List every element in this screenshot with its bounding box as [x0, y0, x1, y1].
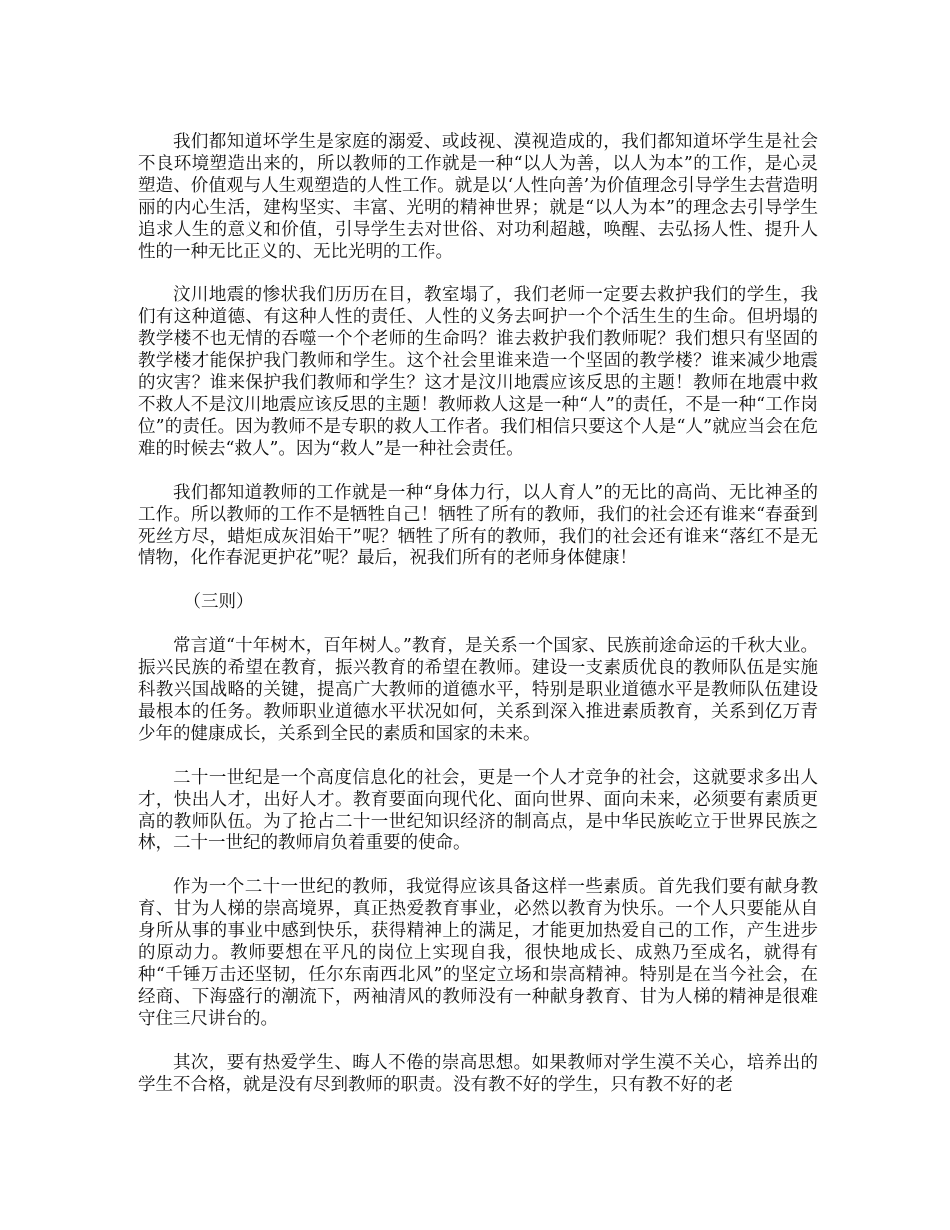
- paragraph: 汶川地震的惨状我们历历在目，教室塌了，我们老师一定要去救护我们的学生，我们有这种道德、有这种人性的责任、人性的义务去呵护一个个活生生的生命。但坍塌的教学楼不也无情的吞噬一个个老师的生命吗？谁去救护我们教师呢？我们想只有坚固的教学楼才能保护我门教师和学生。这个社会里谁来造一个坚固的教学楼？谁来减少地震的灾害？谁来保护我们教师和学生？这才是汶川地震应该反思的主题！教师在地震中救不救人不是汶川地震应该反思的主题！教师救人这是一种“人”的责任，不是一种“工作岗位”的责任。因为教师不是专职的救人工作者。我们相信只要这个人是“人”就应当会在危难的时候去“救人”。因为“救人”是一种社会责任。: [138, 285, 818, 459]
- paragraph: 二十一世纪是一个高度信息化的社会，更是一个人才竞争的社会，这就要求多出人才，快出人才，出好人才。教育要面向现代化、面向世界、面向未来，必须要有素质更高的教师队伍。为了抢占二十一世纪知识经济的制高点，是中华民族屹立于世界民族之林，二十一世纪的教师肩负着重要的使命。: [138, 767, 818, 854]
- paragraph: 我们都知道坏学生是家庭的溺爱、或歧视、漠视造成的，我们都知道坏学生是社会不良环境塑造出来的，所以教师的工作就是一种“以人为善，以人为本”的工作，是心灵塑造、价值观与人生观塑造的人性工作。就是以‘人性向善’为价值理念引导学生去营造明丽的内心生活，建构坚实、丰富、光明的精神世界；就是“以人为本”的理念去引导学生追求人生的意义和价值，引导学生去对世俗、对功利超越，唤醒、去弘扬人性、提升人性的一种无比正义的、无比光明的工作。: [138, 132, 818, 262]
- paragraph: 我们都知道教师的工作就是一种“身体力行，以人育人”的无比的高尚、无比神圣的工作。所以教师的工作不是牺牲自己！牺牲了所有的教师，我们的社会还有谁来“春蚕到死丝方尽，蜡炬成灰泪始干”呢？牺牲了所有的教师，我们的社会还有谁来“落红不是无情物，化作春泥更护花”呢？最后，祝我们所有的老师身体健康！: [138, 482, 818, 569]
- section-heading: （三则）: [183, 592, 254, 613]
- paragraph: 常言道“十年树木，百年树人。”教育，是关系一个国家、民族前途命运的千秋大业。振兴民族的希望在教育，振兴教育的希望在教师。建设一支素质优良的教师队伍是实施科教兴国战略的关键，提高广大教师的道德水平，特别是职业道德水平是教师队伍建设最根本的任务。教师职业道德水平状况如何，关系到深入推进素质教育，关系到亿万青少年的健康成长，关系到全民的素质和国家的未来。: [138, 636, 818, 744]
- paragraph: 作为一个二十一世纪的教师，我觉得应该具备这样一些素质。首先我们要有献身教育、甘为人梯的崇高境界，真正热爱教育事业，必然以教育为快乐。一个人只要能从自身所从事的事业中感到快乐，获得精神上的满足，才能更加热爱自己的工作，产生进步的原动力。教师要想在平凡的岗位上实现自我，很快地成长、成熟乃至成名，就得有种“千锤万击还坚韧，任尔东南西北风”的坚定立场和崇高精神。特别是在当今社会，在经商、下海盛行的潮流下，两袖清风的教师没有一种献身教育、甘为人梯的精神是很难守住三尺讲台的。: [138, 877, 818, 1029]
- paragraph: 其次，要有热爱学生、晦人不倦的崇高思想。如果教师对学生漠不关心，培养出的学生不合格，就是没有尽到教师的职责。没有教不好的学生，只有教不好的老: [138, 1052, 818, 1095]
- document-page: [138, 132, 818, 1119]
